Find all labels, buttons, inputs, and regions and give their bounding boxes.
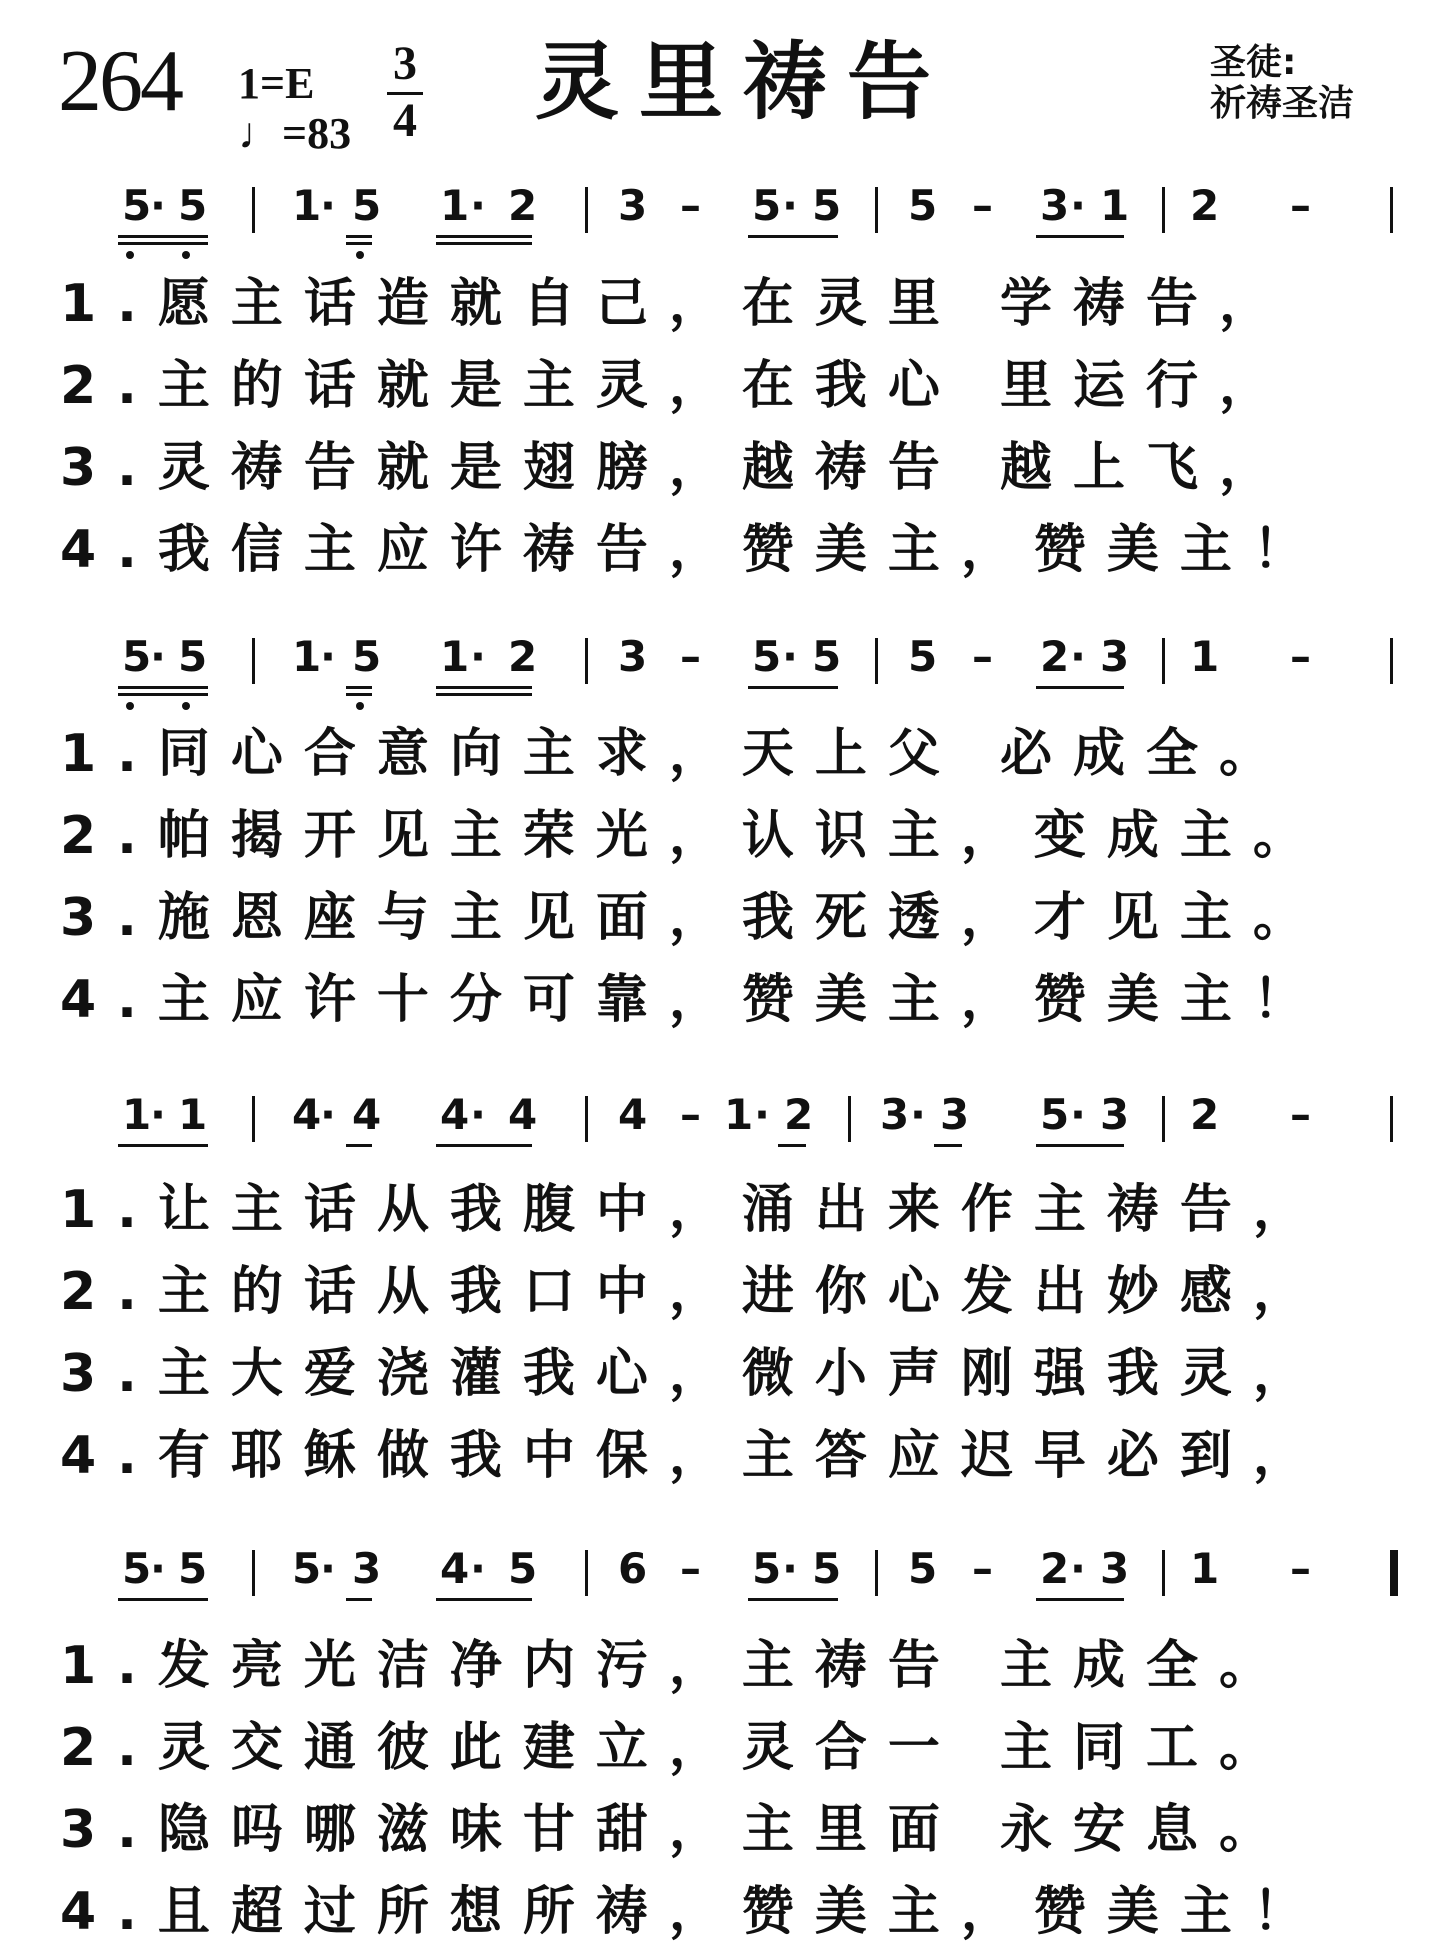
dot-symbol: · (470, 181, 486, 230)
lyric-line: 3.灵祷告就是翅膀，越祷告 越上飞， (60, 438, 1293, 498)
lyric-line: 2.主的话从我口中，进你心发出妙感， (60, 1262, 1326, 1322)
note: 1 (440, 181, 470, 230)
note: 2 (508, 632, 538, 681)
barline (585, 1096, 588, 1142)
note: 5 (908, 1544, 938, 1593)
lyric-line: 1.愿主话造就自己，在灵里 学祷告， (60, 274, 1293, 334)
barline (1390, 638, 1393, 684)
octave-dot (356, 251, 364, 259)
lyric-line: 2.帕揭开见主荣光，认识主，变成主。 (60, 806, 1326, 866)
beam-underline (346, 686, 372, 689)
time-signature (385, 37, 425, 147)
dot-symbol: · (1070, 1090, 1086, 1139)
lyric-line: 2.灵交通彼此建立，灵合一 主同工。 (60, 1718, 1293, 1778)
note: 4 (440, 1544, 470, 1593)
note: 5 (812, 632, 842, 681)
barline (875, 1550, 878, 1596)
hymn-number: 264 (58, 33, 181, 130)
dot-symbol: · (150, 632, 166, 681)
note: 3 (618, 632, 648, 681)
dot-symbol: · (150, 181, 166, 230)
note: 5 (122, 632, 152, 681)
dot-symbol: · (470, 1090, 486, 1139)
dot-symbol: · (910, 1090, 926, 1139)
note: 1 (178, 1090, 208, 1139)
barline (1162, 187, 1165, 233)
note: 4 (352, 1090, 382, 1139)
note: 1 (440, 632, 470, 681)
note: 1 (724, 1090, 754, 1139)
beam-underline (748, 235, 838, 238)
lyric-line: 4.有耶稣做我中保，主答应迟早必到， (60, 1426, 1326, 1486)
barline (585, 638, 588, 684)
barline (252, 638, 255, 684)
note: 2 (784, 1090, 814, 1139)
lyric-line: 1.发亮光洁净内污，主祷告 主成全。 (60, 1636, 1293, 1696)
notation-line-3 (0, 1090, 1450, 1184)
octave-dot (356, 702, 364, 710)
barline (585, 187, 588, 233)
key-signature: 1=E (238, 59, 315, 108)
note: 5 (292, 1544, 322, 1593)
time-signature-bottom: 4 (393, 94, 417, 147)
dash-symbol: – (680, 1544, 701, 1593)
note: 5 (352, 632, 382, 681)
note: 5 (752, 181, 782, 230)
lyric-line: 3.施恩座与主见面，我死透，才见主。 (60, 888, 1326, 948)
note: 3 (1100, 1544, 1130, 1593)
note: 3 (352, 1544, 382, 1593)
beam-underline (346, 242, 372, 245)
beam-underline (436, 1598, 532, 1601)
octave-dot (126, 702, 134, 710)
lyric-line: 4.我信主应许祷告，赞美主，赞美主！ (60, 520, 1326, 580)
barline (848, 1096, 851, 1142)
note: 2 (1190, 181, 1220, 230)
beam-underline (436, 1144, 532, 1147)
note: 3 (880, 1090, 910, 1139)
note: 5 (122, 1544, 152, 1593)
barline (875, 187, 878, 233)
note: 3 (618, 181, 648, 230)
dot-symbol: · (1070, 181, 1086, 230)
dash-symbol: – (1290, 1544, 1311, 1593)
beam-underline (118, 693, 208, 696)
time-signature-top: 3 (393, 37, 417, 90)
barline (1162, 1550, 1165, 1596)
dot-symbol: · (1070, 1544, 1086, 1593)
note: 5 (508, 1544, 538, 1593)
note: 6 (618, 1544, 648, 1593)
tempo-marking: ♩=83 (238, 109, 352, 158)
note: 5 (178, 632, 208, 681)
dot-symbol: · (470, 1544, 486, 1593)
lyric-line: 3.隐吗哪滋味甘甜，主里面 永安息。 (60, 1800, 1293, 1860)
dash-symbol: – (680, 1090, 701, 1139)
beam-underline (346, 1598, 372, 1601)
note: 1 (1100, 181, 1130, 230)
note: 2 (1190, 1090, 1220, 1139)
beam-underline (778, 1144, 806, 1147)
lyric-line: 4.且超过所想所祷，赞美主，赞美主！ (60, 1882, 1326, 1942)
beam-underline (118, 1598, 208, 1601)
beam-underline (1036, 686, 1124, 689)
note: 4 (440, 1090, 470, 1139)
note: 3 (1100, 1090, 1130, 1139)
note: 2 (1040, 1544, 1070, 1593)
note: 3 (940, 1090, 970, 1139)
barline (1162, 638, 1165, 684)
dot-symbol: · (320, 1544, 336, 1593)
dash-symbol: – (1290, 181, 1311, 230)
dot-symbol: · (320, 632, 336, 681)
octave-dot (182, 251, 190, 259)
beam-underline (748, 1598, 838, 1601)
hymn-title: 灵里祷告 (535, 33, 952, 131)
note: 5 (752, 1544, 782, 1593)
note: 5 (178, 1544, 208, 1593)
lyric-line: 1.让主话从我腹中，涌出来作主祷告， (60, 1180, 1326, 1240)
barline (252, 1550, 255, 1596)
beam-underline (436, 235, 532, 238)
note: 5 (178, 181, 208, 230)
beam-underline (436, 242, 532, 245)
dot-symbol: · (782, 632, 798, 681)
lyric-line: 1.同心合意向主求，天上父 必成全。 (60, 724, 1293, 784)
dot-symbol: · (1070, 632, 1086, 681)
note: 3 (1040, 181, 1070, 230)
beam-underline (1036, 1598, 1124, 1601)
category-line-1: 圣徒: (1210, 42, 1297, 83)
octave-dot (126, 251, 134, 259)
beam-underline (934, 1144, 962, 1147)
lyric-line: 3.主大爱浇灌我心，微小声刚强我灵， (60, 1344, 1326, 1404)
note: 5 (908, 632, 938, 681)
dot-symbol: · (150, 1090, 166, 1139)
octave-dot (182, 702, 190, 710)
note: 5 (908, 181, 938, 230)
note: 5 (812, 1544, 842, 1593)
note: 5 (352, 181, 382, 230)
beam-underline (346, 1144, 372, 1147)
barline (1390, 187, 1393, 233)
note: 2 (508, 181, 538, 230)
note: 3 (1100, 632, 1130, 681)
note: 4 (508, 1090, 538, 1139)
category-line-2: 祈祷圣洁 (1210, 83, 1355, 125)
beam-underline (436, 693, 532, 696)
note: 4 (618, 1090, 648, 1139)
note: 2 (1040, 632, 1070, 681)
dot-symbol: · (320, 181, 336, 230)
barline (585, 1550, 588, 1596)
dot-symbol: · (754, 1090, 770, 1139)
barline (875, 638, 878, 684)
dash-symbol: – (680, 632, 701, 681)
beam-underline (118, 686, 208, 689)
dot-symbol: · (320, 1090, 336, 1139)
beam-underline (436, 686, 532, 689)
note: 1 (292, 181, 322, 230)
note: 1 (1190, 632, 1220, 681)
beam-underline (346, 235, 372, 238)
dash-symbol: – (1290, 1090, 1311, 1139)
note: 5 (812, 181, 842, 230)
barline (252, 1096, 255, 1142)
dash-symbol: – (972, 1544, 993, 1593)
dot-symbol: · (470, 632, 486, 681)
note: 4 (292, 1090, 322, 1139)
lyric-line: 2.主的话就是主灵，在我心 里运行， (60, 356, 1293, 416)
dash-symbol: – (972, 181, 993, 230)
barline (252, 187, 255, 233)
dash-symbol: – (1290, 632, 1311, 681)
barline (1162, 1096, 1165, 1142)
beam-underline (346, 693, 372, 696)
beam-underline (1036, 1144, 1124, 1147)
beam-underline (118, 1144, 208, 1147)
dash-symbol: – (972, 632, 993, 681)
note: 1 (1190, 1544, 1220, 1593)
beam-underline (118, 242, 208, 245)
note: 5 (122, 181, 152, 230)
notation-line-4 (0, 1544, 1450, 1638)
note: 5 (1040, 1090, 1070, 1139)
note: 1 (122, 1090, 152, 1139)
dot-symbol: · (782, 1544, 798, 1593)
barline (1390, 1550, 1398, 1596)
note: 1 (292, 632, 322, 681)
beam-underline (118, 235, 208, 238)
dot-symbol: · (150, 1544, 166, 1593)
notation-line-2 (0, 632, 1450, 726)
notation-line-1 (0, 181, 1450, 275)
note: 5 (752, 632, 782, 681)
beam-underline (1036, 235, 1124, 238)
dash-symbol: – (680, 181, 701, 230)
dot-symbol: · (782, 181, 798, 230)
beam-underline (748, 686, 838, 689)
hymn-category (1210, 42, 1354, 125)
barline (1390, 1096, 1393, 1142)
lyric-line: 4.主应许十分可靠，赞美主，赞美主！ (60, 970, 1326, 1030)
